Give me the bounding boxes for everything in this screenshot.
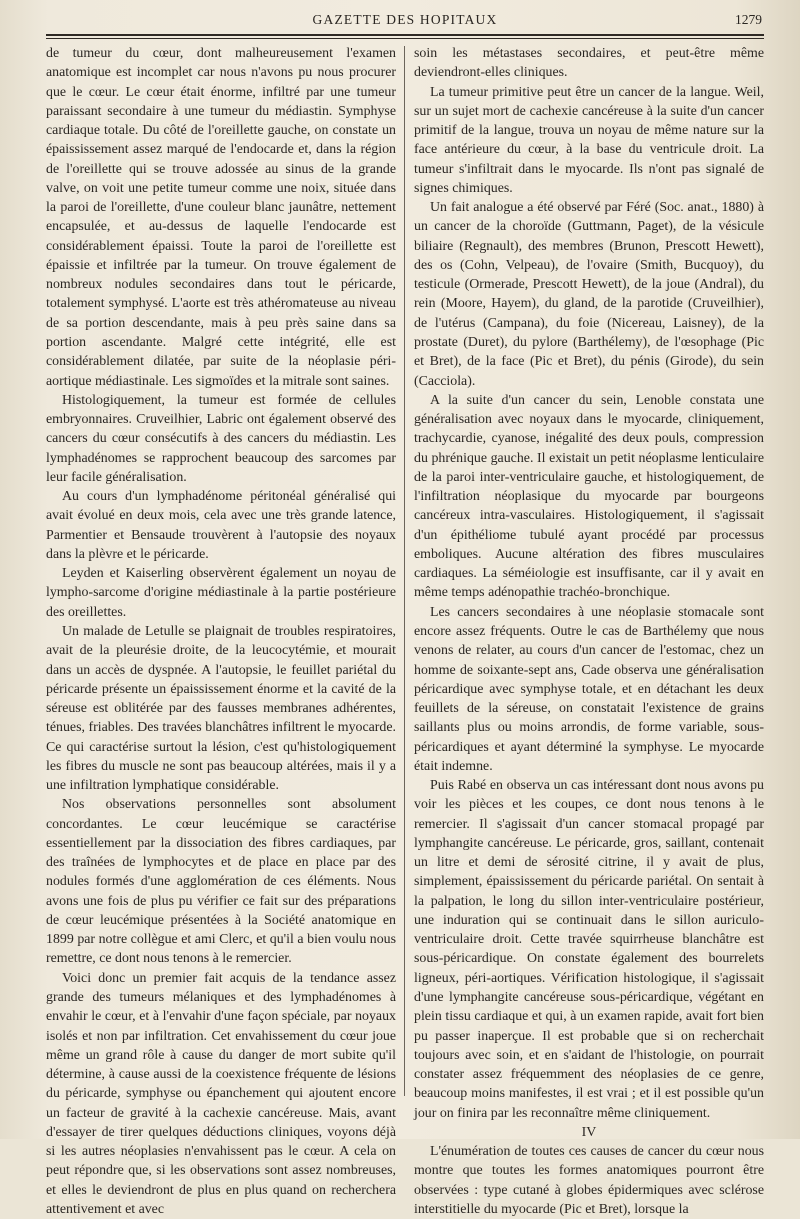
paragraph: soin les métastases secondaires, et peut-être même deviendront-elles cliniques. xyxy=(414,46,764,81)
paragraph: Histologiquement, la tumeur est formée de cellules embryonnaires. Cruveilhier, Labric ont également observé des cancers du cœur consécutifs à des cancers du médiastin. Les lymphadénomes se rapprochent beaucoup des sarcomes par leur facile généralisation. xyxy=(46,392,396,485)
paragraph: La tumeur primitive peut être un cancer de la langue. Weil, sur un sujet mort de cachexie cancéreuse à la suite d'un cancer primitif de la langue, trouva un noyau de même nature sur la face antérieure du cœur, à la base du ventricule droit. La tumeur s'infiltrait dans le myocarde. Ils n'ont pas signalé de signes chimiques. xyxy=(414,84,764,196)
journal-title: GAZETTE DES HOPITAUX xyxy=(312,12,498,27)
paragraph: Puis Rabé en observa un cas intéressant dont nous avons pu voir les pièces et les coupes, ce dont nous tenons à le remercier. Il s'agissait d'un cancer stomacal propagé par lymphangite cancéreuse. Le péricarde, gros, saillant, contenait un litre et demi de sérosité citrine, il y avait de plus, simplement, épaississement du péricarde pariétal. On sentait à la palpation, le long du sillon inter-ventriculaire postérieur, une induration qui se continuait dans le sillon auriculo-ventriculaire droit. Cette travée squirrheuse blanchâtre est sous-péricardique. On constate également des bourrelets ligneux, péri-aortiques. Vérification histologique, il s'agissait d'une lymphangite cancéreuse sous-péricardique, végétant en plein tissu cardiaque et qui, à un examen rapide, avait fort bien pu passer inaperçue. Il est probable que si on recherchait toujours avec soin, et en s'aidant de l'histologie, on pourrait constater assez fréquemment des néoplasies de ce genre, beaucoup moins manifestes, il est vrai ; et il est possible qu'un jour on finira par les reconnaître même cliniquement. xyxy=(414,778,764,1121)
page-number: 1279 xyxy=(735,12,762,27)
header-rule-thick xyxy=(46,34,764,36)
paragraph: Voici donc un premier fait acquis de la tendance assez grande des tumeurs mélaniques et des lymphadénomes à envahir le cœur, et à l'envahir d'une façon spéciale, par noyaux isolés et non par infiltration. Cet envahissement du cœur joue même un grand rôle à cause du danger de mort subite qu'il détermine, à cause aussi de la coexistence fréquente de lésions du péricarde, symphyse ou épanchement qui ajoutent encore un facteur de gravité à la cachexie cancéreuse. Mais, avant d'essayer de tirer quelques déductions cliniques, voyons déjà si les autres néoplasies n'envahissent pas le cœur. A cela on peut répondre que, si les observations sont assez nombreuses, et elles le deviendront de plus en plus quand on recherchera attentivement et avec xyxy=(46,970,396,1217)
paragraph: Au cours d'un lymphadénome péritonéal généralisé qui avait évolué en deux mois, cela avec une très grande latence, Parmentier et Bensaude trouvèrent à l'autopsie des noyaux dans la plèvre et le péricarde. xyxy=(46,489,396,562)
header-rule-thin xyxy=(46,38,764,39)
section-heading: IV xyxy=(581,1124,597,1140)
paragraph: de tumeur du cœur, dont malheureusement l'examen anatomique est incomplet car nous n'avons pu nous procurer que le cœur. Le cœur était énorme, infiltré par une tumeur paraissant secondaire à une tumeur du médiastin. Symphyse cardiaque totale. Du côté de l'oreillette gauche, on constate un épaississement assez marqué de l'endocarde et, dans la région de l'oreillette qui se trouve adossée au sinus de la grande valve, on voit une petite tumeur comme une noix, située dans la paroi de l'oreillette, d'une couleur blanc jaunâtre, nettement encapsulée, et au-dessus de laquelle l'endocarde est considérablement épaissi. Toute la paroi de l'oreillette est épaissie et infiltrée par la tumeur. On trouve également de nombreux nodules secondaires dans tout le péricarde, totalement symphysé. L'aorte est très athéromateuse au niveau de sa portion descendante, mais à peu près saine dans sa portion ascendante. Malgré cette intégrité, elle est considérablement dilatée, par suite de la néoplasie péri-aortique médiastinale. Les sigmoïdes et la mitrale sont saines. xyxy=(46,46,396,389)
paragraph: Les cancers secondaires à une néoplasie stomacale sont encore assez fréquents. Outre le cas de Barthélemy que nous venons de relater, au cours d'un cancer de l'estomac, chez un homme de soixante-sept ans, Cade observa une généralisation péricardique avec symphyse totale, et en détachant les deux feuillets de la séreuse, on constatait l'existence de grains saillants plus ou moins arrondis, de forme variable, sous-péricardiques et ayant déterminé la symphyse. Le myocarde était indemne. xyxy=(414,604,764,774)
paragraph: Nos observations personnelles sont absolument concordantes. Le cœur leucémique se caractérise essentiellement par la dissociation des fibres cardiaques, par des traînées de lymphocytes et de place en place par des nodules formés d'une agglomération de ces éléments. Nous avons une fois de plus pu vérifier ce fait sur des préparations de cœur leucémique présentées à la Société anatomique en 1899 par notre collègue et ami Clerc, et qu'il a bien voulu nous remettre, ce dont nous tenons à le remercier. xyxy=(46,797,396,967)
paragraph: Un malade de Letulle se plaignait de troubles respiratoires, avait de la pleurésie droite, de la leucocytémie, et mourait dans un accès de dyspnée. A l'autopsie, le feuillet pariétal du péricarde présente un épaississement énorme et la cavité de la séreuse est oblitérée par des fausses membranes adhérentes, ténues, friables. Des travées blanchâtres infiltrent le myocarde. Ce qui caractérise surtout la lésion, c'est qu'histologiquement les fibres du muscle ne sont pas beaucoup altérées, mais il y a une infiltration lymphatique considérable. xyxy=(46,623,396,794)
paragraph: L'énumération de toutes ces causes de cancer du cœur nous montre que toutes les formes anatomiques pourront être observées : type cutané à globes épidermiques avec sclérose interstitielle du myocarde (Pic et Bret), lorsque la xyxy=(414,1144,764,1217)
paragraph: Leyden et Kaiserling observèrent également un noyau de lympho-sarcome d'origine médiastinale à la partie postérieure des oreillettes. xyxy=(46,566,396,620)
paragraph: Un fait analogue a été observé par Féré (Soc. anat., 1880) à un cancer de la choroïde (Guttmann, Paget), de la vésicule biliaire (Regnault), des membres (Brunon, Prescott Hewett), des os (Cohn, Velpeau), de l'ovaire (Smith, Bucquoy), du testicule (Ormerade, Prescott Hewett), de la joue (Andral), du rein (Moore, Hayem), du gland, de la parotide (Cruveilhier), de l'utérus (Campana), du foie (Nicereau, Laisney), de la prostate (Duret), du pylore (Barthélemy), de l'œsophage (Pic et Bret), de la face (Pic et Bret), du pénis (Girode), du sein (Cacciola). xyxy=(414,200,764,389)
page-header xyxy=(46,10,764,32)
left-column xyxy=(46,44,396,1219)
right-column xyxy=(414,44,764,1219)
column-divider xyxy=(404,46,405,1096)
paragraph: A la suite d'un cancer du sein, Lenoble constata une généralisation avec noyaux dans le myocarde, cliniquement, trachycardie, cyanose, inégalité des deux pouls, compression du phrénique gauche. Il existait un petit néoplasme lenticulaire de la paroi inter-ventriculaire gauche, et histologiquement, de l'infiltration néoplasique du myocarde par bourgeons cancéreux intra-vasculaires. Histologiquement, il s'agissait d'un épithéliome tubulé ayant procédé par processus emboliques. Aucune altération des fibres musculaires cardiaques. La séméiologie est insuffisante, car il y avait en même temps adénopathie trachéo-bronchique. xyxy=(414,392,764,601)
